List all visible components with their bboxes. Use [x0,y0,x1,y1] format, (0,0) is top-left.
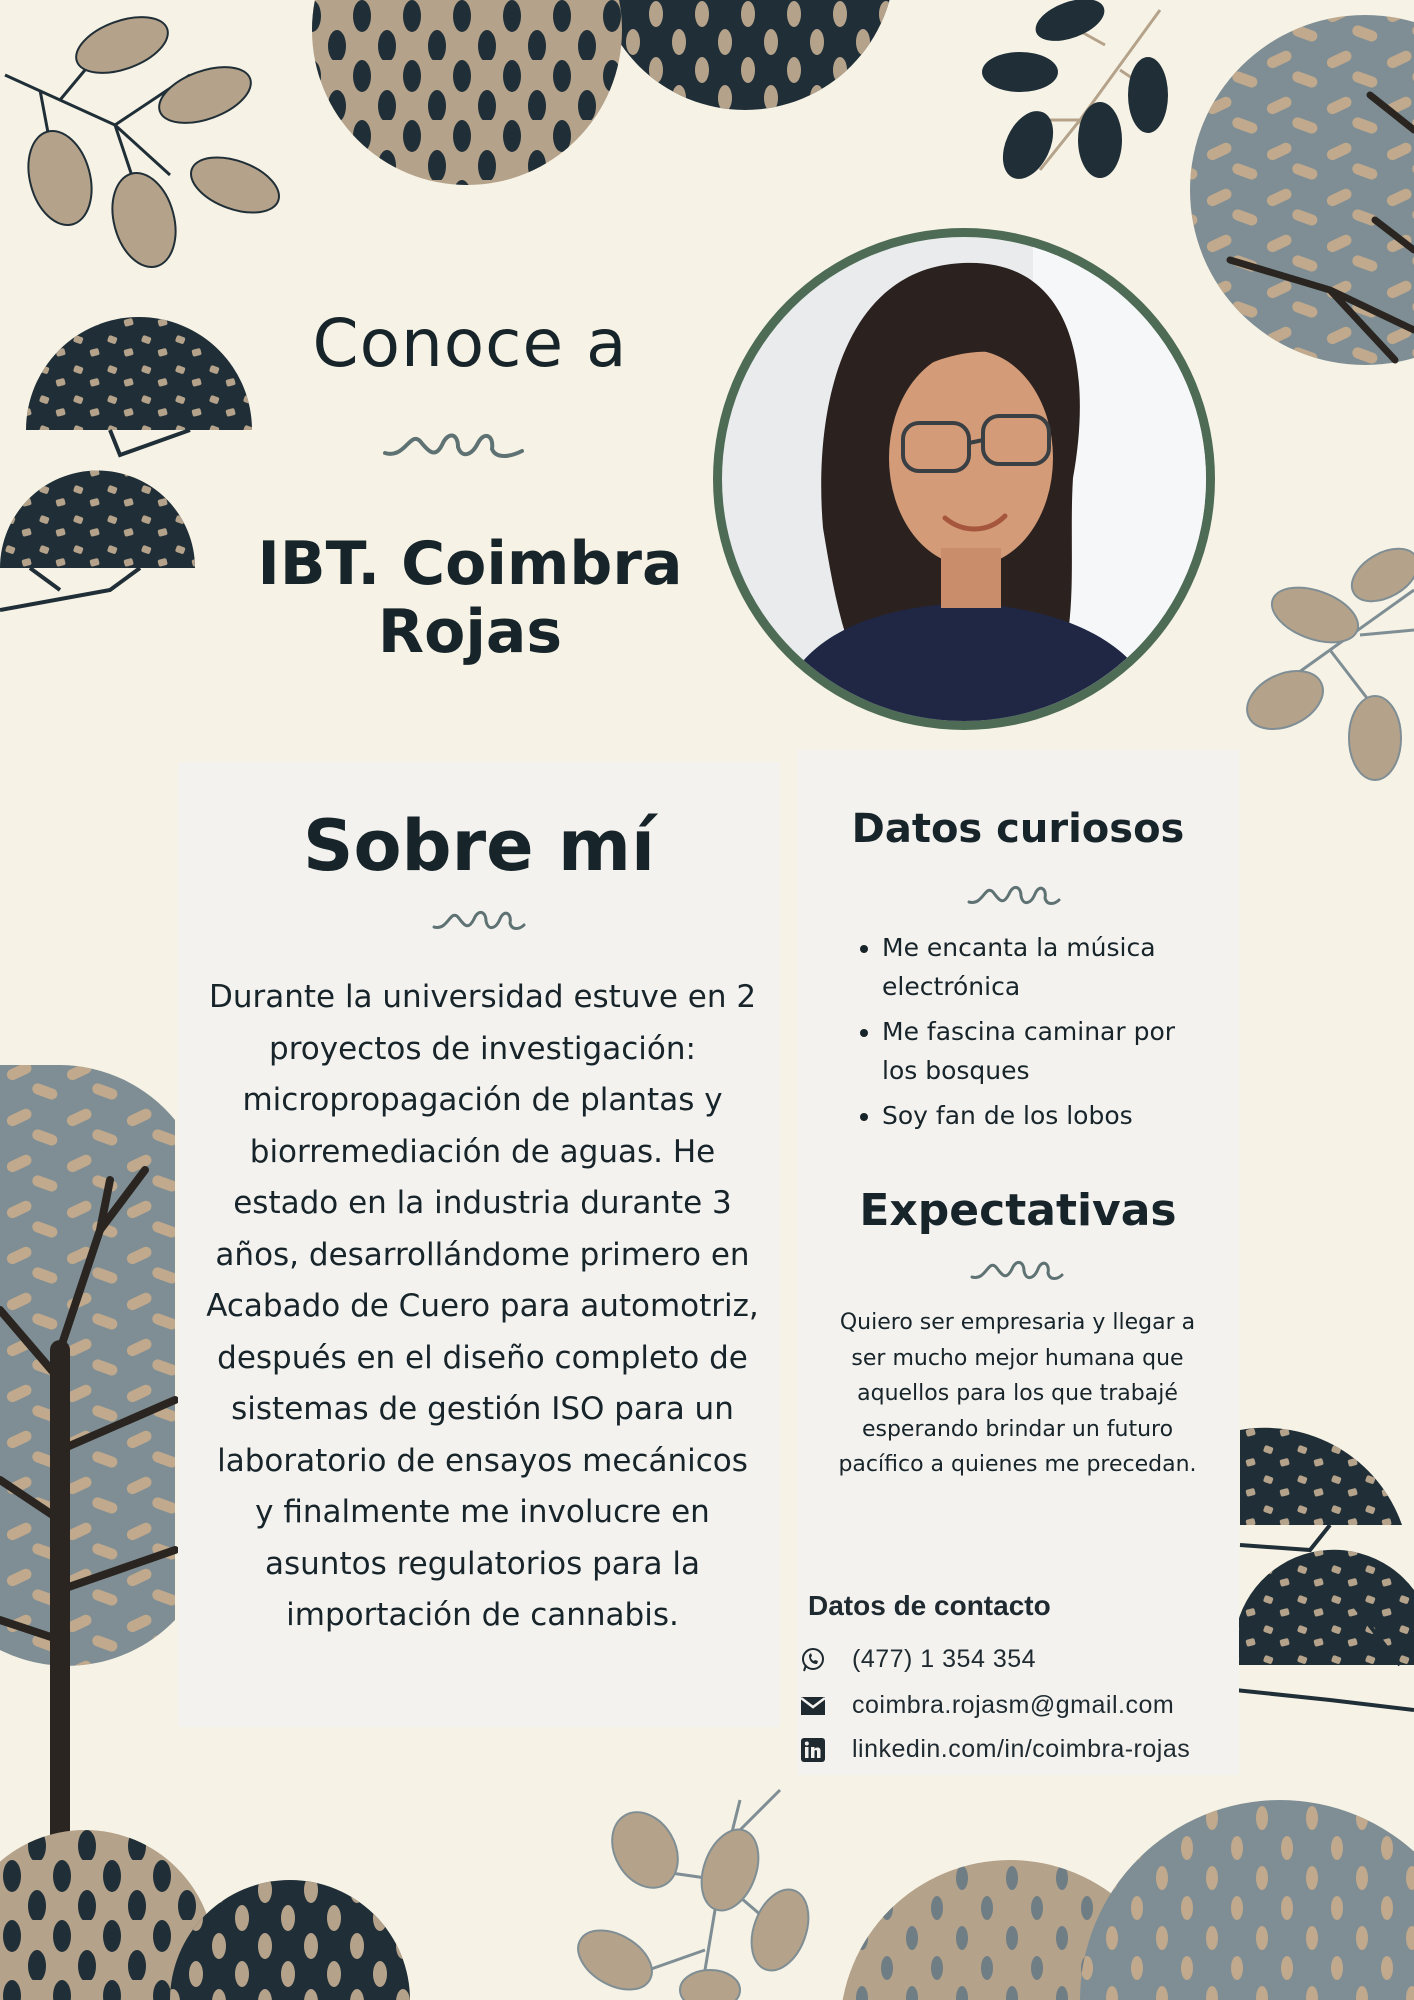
linkedin-icon [800,1737,826,1763]
contact-email[interactable] [800,1691,1174,1720]
list-item: • Soy fan de los lobos [882,1096,1212,1135]
intro-heading: Conoce a [312,305,628,382]
facts-list [852,928,1212,1141]
list-item: • Me encanta la música electrónica [882,928,1212,1006]
squiggle-divider [968,1255,1064,1285]
contact-title: Datos de contacto [808,1590,1051,1621]
mail-icon [800,1693,826,1719]
squiggle-divider [430,905,526,935]
about-body: Durante la universidad estuve en 2 proyectos de investigación: micropropagación de plantas y biorremediación de aguas. He estado en la industria durante 3 años, desarrollándome primero en Acabado de Cuero para automotriz, después en el diseño completo de sistemas de gestión ISO para un laboratorio de ensayos mecánicos y finalmente me involucre en asuntos regulatorios para la importación de cannabis. [206,979,759,1633]
contact-linkedin[interactable] [800,1735,1190,1764]
phone-text: (477) 1 354 354 [852,1645,1037,1673]
expectations-body: Quiero ser empresaria y llegar a ser mucho mejor humana que aquellos para los que trabajé esperando brindar un futuro pacífico a quienes me precedan. [838,1310,1197,1477]
whatsapp-icon [800,1647,826,1673]
profile-photo [713,228,1215,730]
squiggle-divider [965,880,1061,910]
list-item: • Me fascina caminar por los bosques [882,1012,1212,1090]
about-title: Sobre mí [303,805,655,887]
email-text: coimbra.rojasm@gmail.com [852,1691,1175,1719]
person-name: IBT. Coimbra Rojas [257,529,683,667]
expectations-title: Expectativas [859,1185,1177,1236]
linkedin-text: linkedin.com/in/coimbra-rojas [852,1735,1191,1763]
contact-phone[interactable] [800,1645,1036,1674]
squiggle-divider [380,425,530,465]
facts-title: Datos curiosos [851,806,1185,852]
